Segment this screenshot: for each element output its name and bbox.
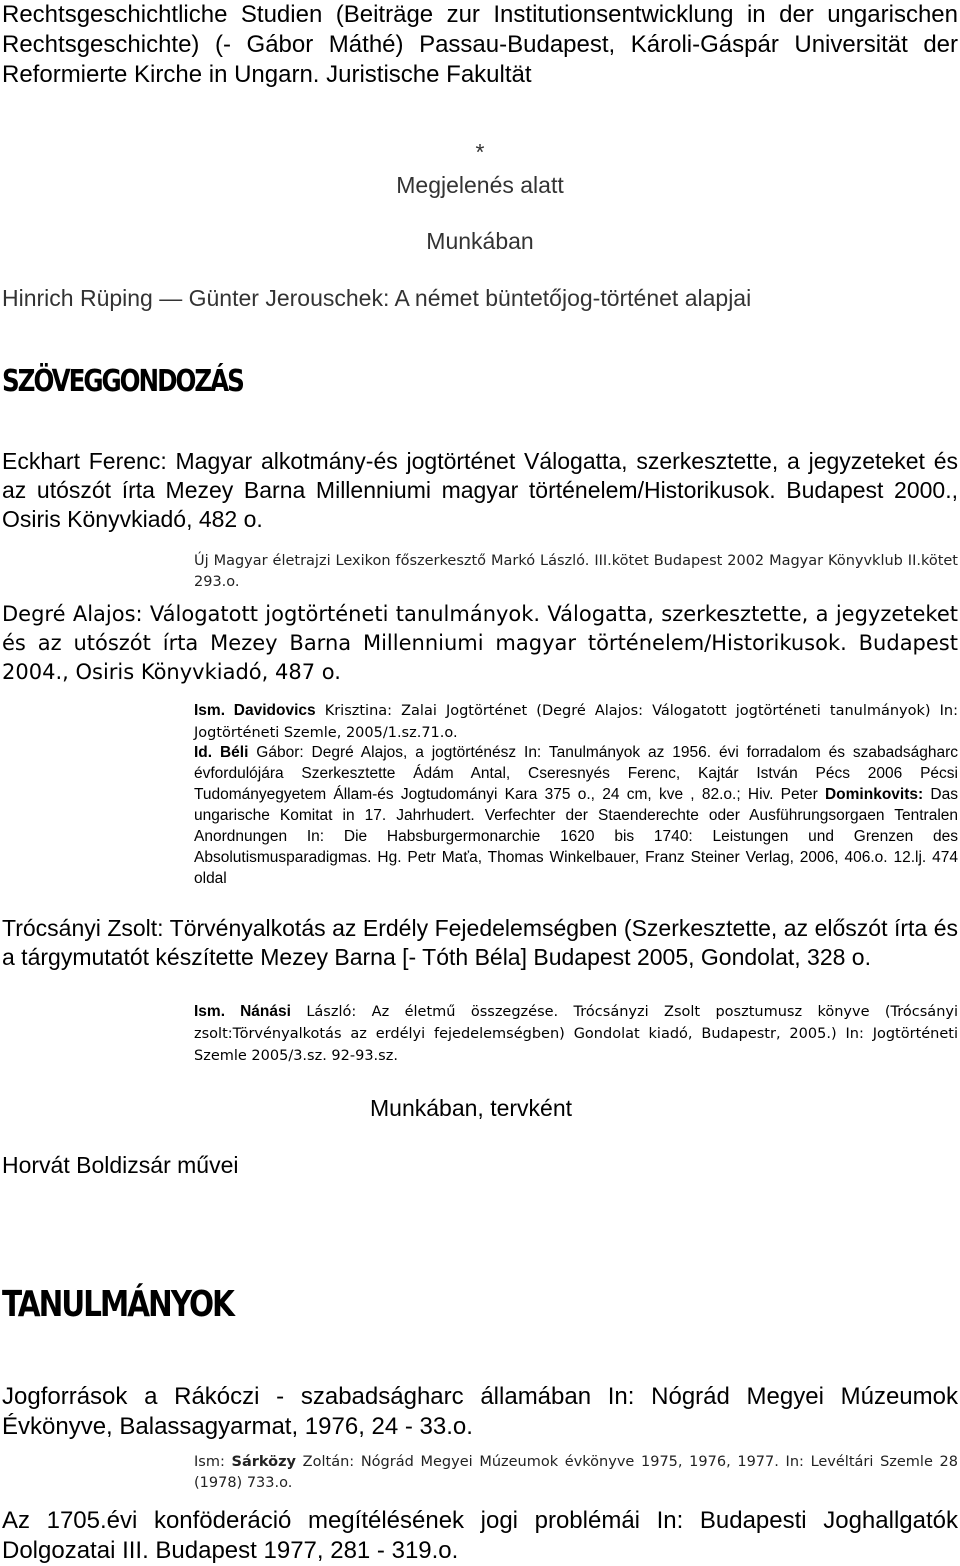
section-heading-editing: SZÖVEGGONDOZÁS [2,364,243,399]
note-text: Zoltán: Nógrád Megyei Múzeumok évkönyve 1975, 1976, 1977. In: Levéltári Szemle 28 (1978) 733.o. [194,1454,959,1491]
note-text: László: Az életmű összegzése. Trócsányzi Zsolt posztumusz könyve (Trócsányi zsolt:Törvényalkotás az erdélyi fejedelemségben) Gondolat kiadó, Budapestr, 2005.) In: Jogtörténeti Szemle 2005/3.sz. 92-93.sz. [194,1004,958,1064]
author-name: Béli [219,744,249,761]
author-name: Davidovics [233,702,316,719]
asterisk-separator: * [475,139,485,165]
trocsanyi-entry: Trócsányi Zsolt: Törvényalkotás az Erdély Fejedelemségben (Szerkesztette, az előszót írta és a tárgymutatót készítette Mezey Barna [- Tóth Béla] Budapest 2005, Gondolat, 328 o. [2,915,958,970]
in-press-label: Megjelenés alatt [396,172,564,198]
note-text: Krisztina: Zalai Jogtörténet (Degré Alajos: Válogatott jogtörténeti tanulmányok) In: Jogtörténeti Szemle, 2005/1.sz.71.o. [194,703,958,741]
note-prefix: Id. [194,744,220,761]
note-prefix: Ism. [194,1003,241,1020]
note-prefix: Ism. [194,702,234,719]
jogforrasok-entry: Jogforrások a Rákóczi - szabadságharc államában In: Nógrád Megyei Múzeumok Évkönyve, Balassagyarmat, 1976, 24 - 33.o. [2,1383,958,1440]
degre-note-1 [194,700,958,744]
degre-entry: Degré Alajos: Válogatott jogtörténeti tanulmányok. Válogatta, szerkesztette, a jegyzeteket és az utószót írta Mezey Barna Millenniumi magyar történelem/Historikusok. Budapest 2004., Osiris Könyvkiadó, 487 o. [2,602,958,684]
degre-note-2 [194,742,958,889]
section-heading-studies: TANULMÁNYOK [2,1284,233,1325]
ruping-entry: Hinrich Rüping — Günter Jerouschek: A német büntetőjog-történet alapjai [2,285,752,311]
trocsanyi-note [194,1001,958,1067]
note-prefix: Ism: [194,1454,232,1470]
author-name: Sárközy [231,1454,297,1470]
author-name: Dominkovits: [824,786,924,803]
horvat-entry: Horvát Boldizsár művei [2,1152,239,1178]
in-progress-label: Munkában [426,228,534,254]
note-text: Gábor: Degré Alajos, a jogtörténész In: Tanulmányok az 1956. évi forradalom és szabadságharc évfordulójára Szerkesztette Ádám Antal, Cseresnyés Ferenc, Kajtár István Pécs 2006 Pécsi Tudományegyetem Állam-és Jogtudományi Kara 375 o., 24 cm, kve , 82.o.; Hiv. Peter [194,744,958,803]
eckhart-entry: Eckhart Ferenc: Magyar alkotmány-és jogtörténet Válogatta, szerkesztette, a jegyzeteket és az utószót írta Mezey Barna Millenniumi magyar történelem/Historikusok. Budapest 2000., Osiris Könyvkiadó, 482 o. [2,448,958,532]
planned-label: Munkában, tervként [370,1095,573,1121]
top-paragraph: Rechtsgeschichtliche Studien (Beiträge zur Institutionsentwicklung in der ungarischen Rechtsgeschichte) (- Gábor Máthé) Passau-Budapest, Károli-Gáspár Universität der Reformierte Kirche in Ungarn. Juristische Fakultät [2,1,958,88]
note-text: Das ungarische Komitat in 17. Jahrhudert. Verfechter der Staenderechte oder Ausführungsorgaen Tentralen Anordnungen In: Die Habsburgermonarchie 1620 bis 1740: Leistungen und Grenzen des Absolutismusparadigmas. Hg. Petr Maťa, Thomas Winkelbauer, Franz Steiner Verlag, 2006, 406.o. 12.lj. 474 oldal [194,786,958,887]
konfoderacio-entry: Az 1705.évi konföderáció megítélésének jogi problémái In: Budapesti Joghallgatók Dolgozatai III. Budapest 1977, 281 - 319.o. [2,1507,958,1564]
author-name: Nánási [240,1003,291,1020]
jogforrasok-note [194,1452,958,1494]
lexikon-note: Új Magyar életrajzi Lexikon főszerkesztő Markó László. III.kötet Budapest 2002 Magyar Könyvklub II.kötet 293.o. [194,553,958,590]
